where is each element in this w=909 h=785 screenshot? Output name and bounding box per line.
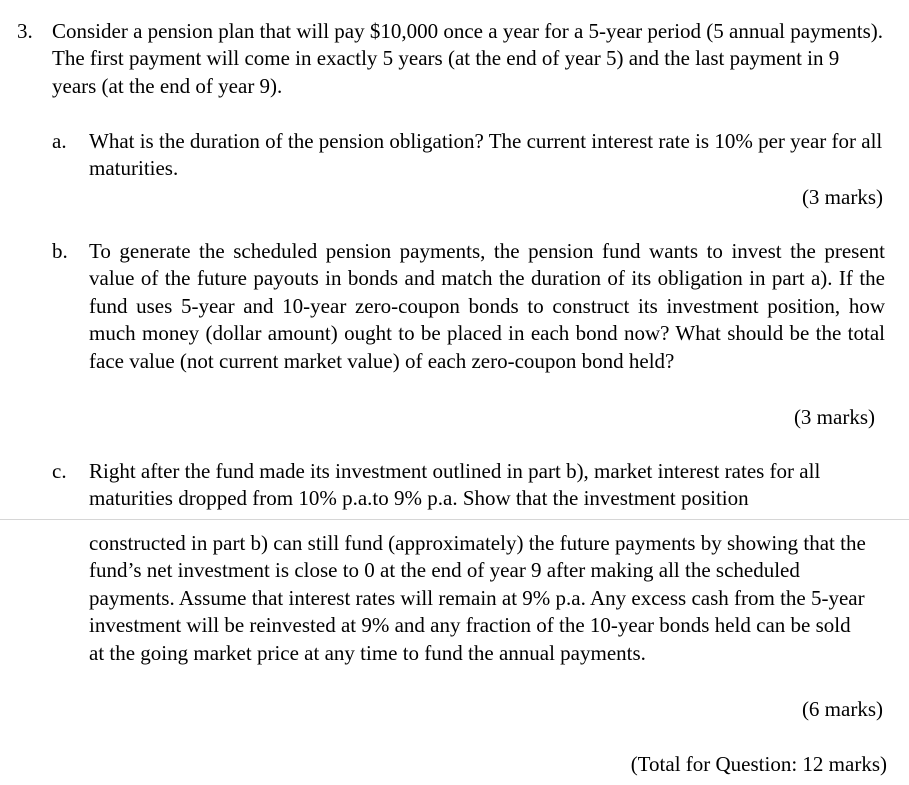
part-b-marks: (3 marks) — [793, 405, 875, 429]
part-b-text: To generate the scheduled pension payments, the pension fund wants to invest the present value of the future payouts in bonds and match the duration of its obligation in part a). If the fund uses 5-year and 10-year zero-coupon bonds to construct its investment position, how much money (dollar amount) ought to be placed in each bond now? What should be the total face value (not current market value) of each zero-coupon bond held? — [89, 239, 885, 373]
part-a-marks: (3 marks) — [801, 185, 883, 209]
page-divider — [0, 519, 909, 520]
part-b-letter: b. — [52, 239, 68, 263]
part-c-marks: (6 marks) — [801, 697, 883, 721]
question-total: (Total for Question: 12 marks) — [630, 752, 887, 776]
question-stem: Consider a pension plan that will pay $10,000 once a year for a 5-year period (5 annual payments). The first payment will come in exactly 5 years (at the end of year 5) and the last payment in 9 years (at the end of year 9). — [52, 19, 883, 98]
question-number: 3. — [17, 19, 33, 43]
part-a-letter: a. — [52, 129, 67, 153]
part-c-text-top: Right after the fund made its investment outlined in part b), market interest rates for all maturities dropped from 10% p.a.to 9% p.a. Show that the investment position — [89, 459, 821, 511]
part-c-text-bottom: constructed in part b) can still fund (approximately) the future payments by showing that the fund’s net investment is close to 0 at the end of year 9 after making all the scheduled payments. Assume that interest rates will remain at 9% p.a. Any excess cash from the 5-year investment will be reinvested at 9% and any fraction of the 10-year bonds held can be sold at the going market price at any time to fund the annual payments. — [89, 531, 866, 665]
part-a-text: What is the duration of the pension obligation? The current interest rate is 10% per year for all maturities. — [89, 129, 883, 181]
part-c-letter: c. — [52, 459, 67, 483]
